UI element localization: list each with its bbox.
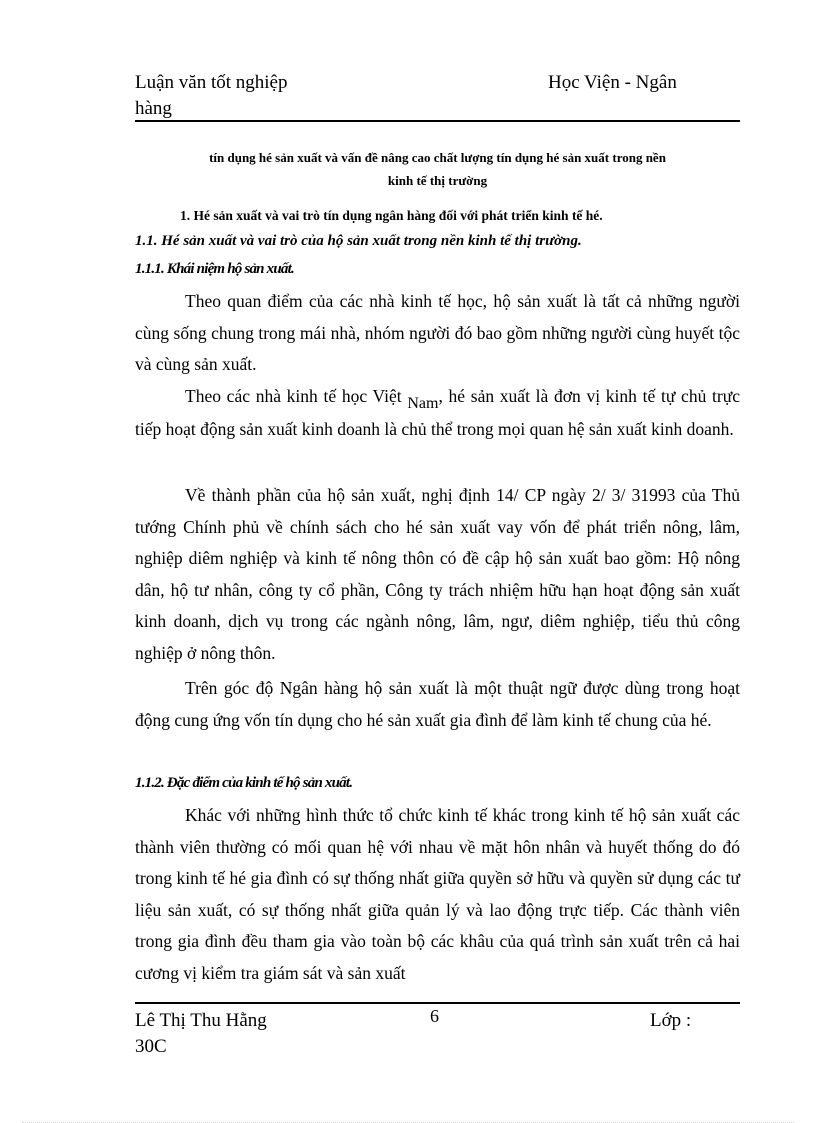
paragraph-2-nam: Nam (407, 395, 439, 412)
footer-author-class: 30C (135, 1036, 167, 1057)
section-1-1-1-heading: 1.1.1. Khái niệm hộ sản xuất. (135, 261, 294, 277)
document-title-line-1: tín dụng hé sản xuất và vấn đề nâng cao chất lượng tín dụng hé sản xuất trong nền (209, 150, 666, 165)
paragraph-1: Theo quan điểm của các nhà kinh tế học, hộ sản xuất là tất cả những người cùng sống chung trong mái nhà, nhóm người đó bao gồm những người cùng huyết tộc và cùng sản xuất. (135, 291, 740, 374)
footer-author-name: Lê Thị Thu Hằng (135, 1010, 267, 1031)
paragraph-5: Khác với những hình thức tổ chức kinh tế khác trong kinh tế hộ sản xuất các thành viên thường có mối quan hệ với nhau về mặt hôn nhân và huyết thống do đó trong kinh tế hé gia đình có sự thống nhất giữa quyền sở hữu và quyền sử dụng các tư liệu sản xuất, có sự thống nhất giữa quản lý và lao động trực tiếp. Các thành viên trong gia đình đều tham gia vào toàn bộ các khâu của quá trình sản xuất trên cả hai cương vị kiểm tra giám sát và sản xuất (135, 805, 740, 983)
document-title-line-2: kinh tế thị trường (387, 173, 488, 188)
paragraph-2 (135, 381, 740, 445)
page-number: 6 (430, 1006, 439, 1026)
document-title (135, 146, 740, 192)
footer-rule (135, 1002, 740, 1004)
header-rule (135, 120, 740, 122)
paragraph-2-end: , hé sản xuất là đơn vị kinh tế tự chủ trực tiếp hoạt động sản xuất kinh doanh là chủ thể trong mọi quan hệ sản xuất kinh doanh. (135, 386, 740, 439)
header-left (135, 70, 288, 122)
header-thesis-label-wrap: hàng (135, 98, 172, 119)
section-1-1-2-heading: 1.1.2. Đặc điểm của kinh tế hộ sản xuất. (135, 775, 353, 791)
header-thesis-label: Luận văn tốt nghiệp (135, 72, 288, 93)
footer-author (135, 1008, 267, 1060)
section-1-heading: 1. Hé sản xuất và vai trò tín dụng ngân hàng đối với phát triển kinh tế hé. (180, 208, 603, 223)
paragraph-4: Trên góc độ Ngân hàng hộ sản xuất là một thuật ngữ được dùng trong hoạt động cung ứng vốn tín dụng cho hé sản xuất gia đình để làm kinh tế chung của hé. (135, 678, 740, 730)
paragraph-2-start: Theo các nhà kinh tế học Việt (185, 386, 408, 406)
section-1-1-heading: 1.1. Hé sản xuất và vai trò của hộ sản xuất trong nền kinh tế thị trường. (135, 233, 582, 249)
header-institution: Học Viện - Ngân (548, 72, 677, 93)
footer-class-label: Lớp : (650, 1010, 692, 1031)
paragraph-3: Về thành phần của hộ sản xuất, nghị định 14/ CP ngày 2/ 3/ 31993 của Thủ tướng Chính phủ về chính sách cho hé sản xuất vay vốn để phát triển nông, lâm, nghiệp diêm nghiệp và kinh tế nông thôn có đề cập hộ sản xuất bao gồm: Hộ nông dân, hộ tư nhân, công ty cổ phần, Công ty trách nhiệm hữu hạn hoạt động sản xuất kinh doanh, dịch vụ trong các ngành nông, lâm, ngư, diêm nghiệp, tiểu thủ công nghiệp ở nông thôn. (135, 485, 740, 663)
